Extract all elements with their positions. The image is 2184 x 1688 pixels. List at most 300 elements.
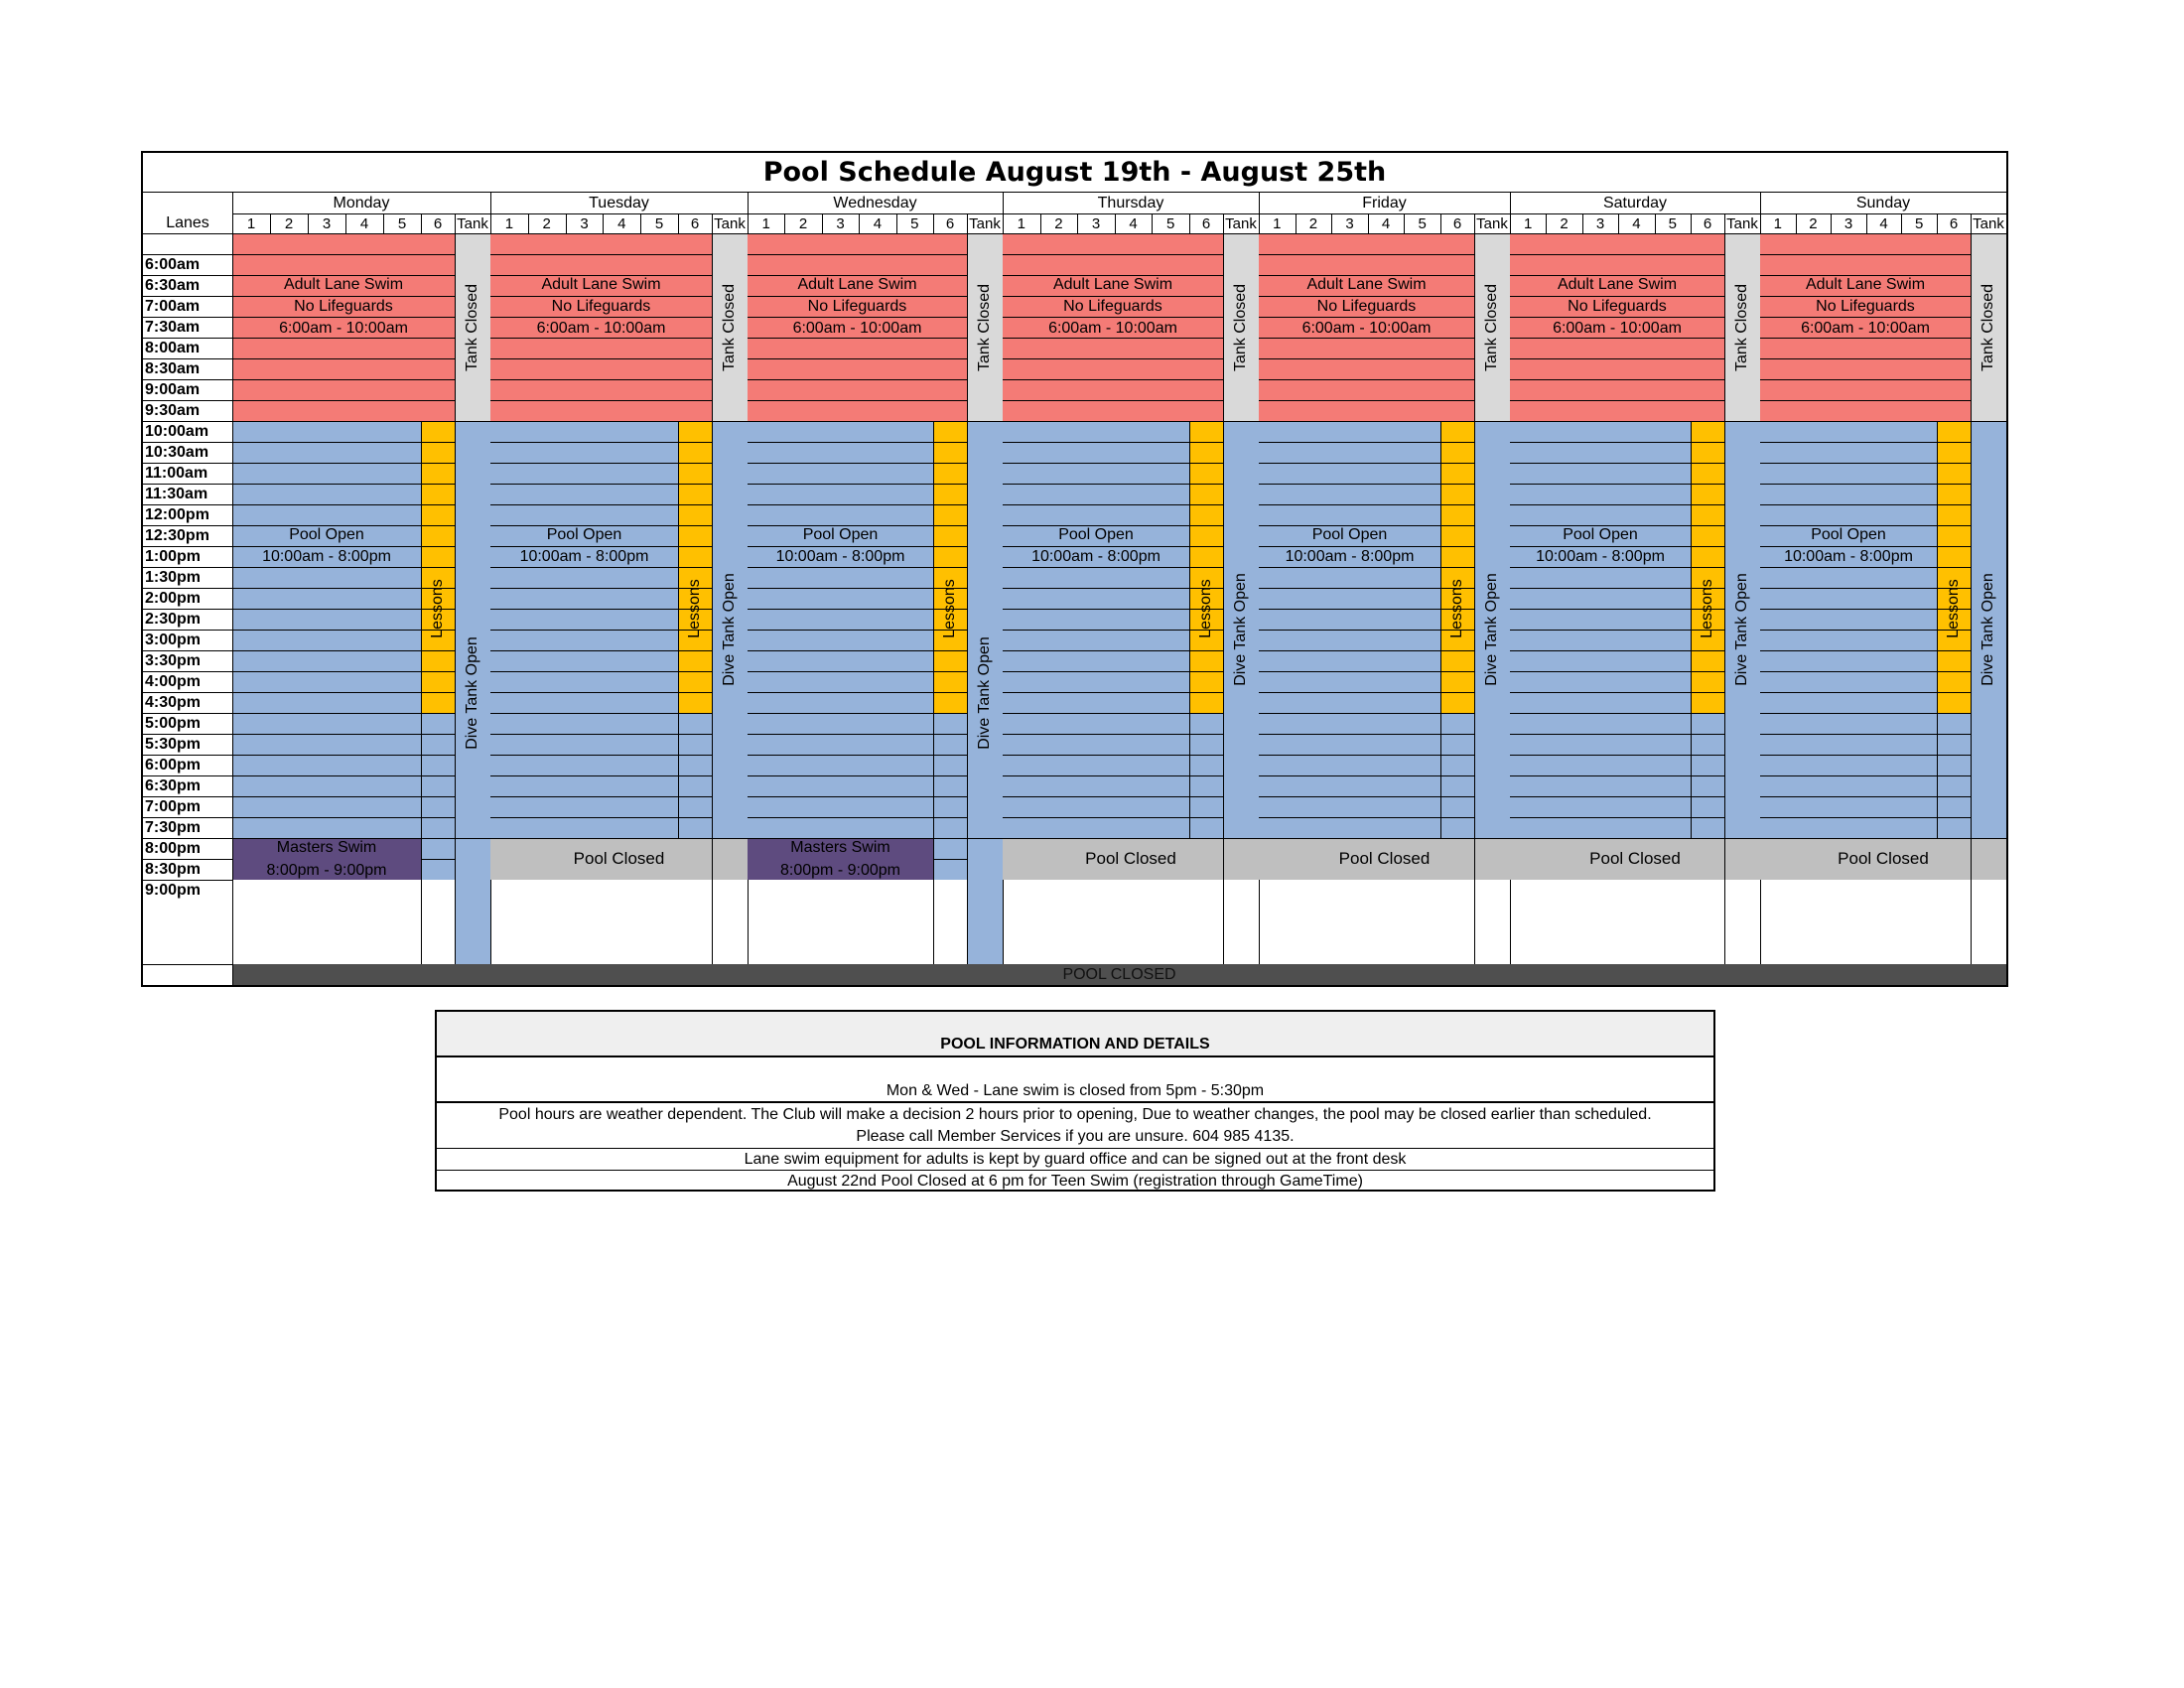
grid-line — [1760, 713, 1937, 714]
grid-line — [421, 755, 455, 756]
grid-line — [1259, 838, 1510, 839]
grid-line — [232, 254, 455, 255]
adult-lane-swim-hours: 6:00am - 10:00am — [536, 319, 666, 337]
grid-line — [603, 213, 604, 233]
grid-line — [232, 609, 421, 610]
lane-number: 1 — [1017, 214, 1025, 232]
pool-open-text — [1536, 525, 1665, 567]
grid-line — [1796, 213, 1797, 233]
grid-line — [748, 379, 967, 380]
grid-line — [232, 755, 421, 756]
grid-line — [421, 421, 422, 964]
grid-line — [1760, 630, 1937, 631]
grid-line — [1404, 213, 1405, 233]
grid-line — [1003, 671, 1189, 672]
grid-line — [490, 650, 678, 651]
grid-line — [143, 734, 232, 735]
grid-line — [1259, 713, 1440, 714]
pool-open-title: Pool Open — [802, 526, 879, 543]
info-teen-swim-note: August 22nd Pool Closed at 6 pm for Teen Swim (registration through GameTime) — [787, 1172, 1363, 1190]
grid-line — [490, 254, 712, 255]
grid-line — [1937, 650, 1971, 651]
grid-line — [933, 796, 967, 797]
grid-line — [232, 713, 421, 714]
time-slot-label: 10:30am — [145, 443, 209, 461]
grid-line — [143, 504, 232, 505]
pool-open-text — [520, 525, 649, 567]
grid-line — [1259, 504, 1440, 505]
grid-line — [455, 213, 456, 964]
grid-line — [528, 213, 529, 233]
grid-line — [1189, 796, 1223, 797]
dive-tank-open-block — [712, 421, 748, 838]
grid-line — [1937, 442, 1971, 443]
grid-line — [933, 421, 934, 964]
grid-line — [566, 213, 567, 233]
tank-closed-block — [967, 233, 1003, 421]
dive-tank-open-block — [1223, 421, 1259, 838]
info-equipment-note: Lane swim equipment for adults is kept by guard office and can be signed out at the front desk — [437, 1149, 1713, 1171]
grid-line — [1971, 213, 1972, 964]
grid-line — [1937, 421, 1938, 838]
pool-open-title: Pool Open — [546, 526, 622, 543]
grid-line — [748, 796, 933, 797]
no-lifeguards-note: No Lifeguards — [1316, 297, 1417, 315]
grid-line — [232, 193, 233, 985]
time-slot-label: 6:00am — [145, 255, 201, 273]
pool-closed-label: Pool Closed — [1589, 849, 1681, 868]
lessons-label: Lessons — [429, 579, 446, 638]
grid-line — [933, 463, 967, 464]
grid-line — [967, 421, 1003, 422]
time-slot-label: 11:30am — [145, 485, 208, 502]
info-weather-line-1: Pool hours are weather dependent. The Club will make a decision 2 hours prior to opening, Due to weather changes, the pool may be closed earlier than scheduled. — [498, 1106, 1652, 1123]
grid-line — [232, 358, 455, 359]
no-lifeguards-note: No Lifeguards — [1568, 297, 1667, 315]
dive-tank-open-label: Dive Tank Open — [1483, 573, 1501, 686]
grid-line — [1259, 775, 1440, 776]
no-lifeguards-note: No Lifeguards — [807, 297, 907, 315]
grid-line — [678, 796, 712, 797]
grid-line — [933, 504, 967, 505]
grid-line — [345, 213, 346, 233]
grid-line — [1510, 817, 1691, 818]
grid-line — [1760, 609, 1937, 610]
pool-open-hours: 10:00am - 8:00pm — [1536, 548, 1665, 565]
lane-number: 4 — [617, 214, 626, 232]
grid-line — [1691, 713, 1724, 714]
time-slot-label: 8:30am — [145, 359, 201, 377]
pool-closed-label: Pool Closed — [1085, 849, 1176, 868]
adult-lane-swim-hours: 6:00am - 10:00am — [1301, 319, 1432, 337]
grid-line — [678, 213, 679, 233]
grid-line — [232, 421, 421, 422]
grid-line — [1440, 421, 1474, 422]
grid-line — [1003, 630, 1189, 631]
grid-line — [1440, 213, 1441, 233]
grid-line — [748, 254, 967, 255]
tank-header: Tank — [1476, 214, 1508, 232]
grid-line — [1003, 692, 1189, 693]
lane-number: 4 — [1381, 214, 1391, 232]
grid-line — [748, 358, 967, 359]
tank-closed-block — [1724, 233, 1760, 421]
grid-line — [490, 504, 678, 505]
grid-line — [1003, 254, 1223, 255]
grid-line — [1259, 671, 1440, 672]
grid-line — [490, 379, 712, 380]
tank-closed-block — [1223, 233, 1259, 421]
grid-line — [490, 630, 678, 631]
adult-lane-swim-text — [279, 275, 408, 338]
day-header-saturday: Saturday — [1602, 194, 1668, 211]
grid-line — [232, 796, 421, 797]
pool-open-hours: 10:00am - 8:00pm — [1031, 548, 1160, 565]
time-slot-label: 10:00am — [145, 422, 209, 440]
grid-line — [1724, 421, 1760, 422]
grid-line — [1760, 463, 1937, 464]
lane-number: 1 — [504, 214, 514, 232]
lane-number: 3 — [1595, 214, 1605, 232]
masters-swim-title: Masters Swim — [790, 839, 890, 856]
grid-line — [1440, 442, 1474, 443]
grid-line — [232, 650, 421, 651]
grid-line — [1971, 421, 2006, 422]
grid-line — [490, 671, 678, 672]
grid-line — [1510, 775, 1691, 776]
info-weather-note — [437, 1103, 1713, 1149]
lessons-label-box — [678, 567, 712, 650]
grid-line — [383, 213, 384, 233]
grid-line — [1691, 525, 1724, 526]
grid-line — [1691, 650, 1724, 651]
masters-swim-hours: 8:00pm - 9:00pm — [780, 862, 900, 879]
pool-closed-bar — [232, 964, 2006, 985]
grid-line — [1510, 358, 1724, 359]
grid-line — [1691, 796, 1724, 797]
lane-number: 1 — [246, 214, 256, 232]
grid-line — [1189, 442, 1223, 443]
grid-line — [1440, 650, 1474, 651]
grid-line — [1152, 213, 1153, 233]
grid-line — [678, 525, 712, 526]
lessons-label: Lessons — [1945, 579, 1962, 638]
grid-line — [1003, 400, 1223, 401]
grid-line — [1760, 755, 1937, 756]
lane-number: 2 — [1809, 214, 1818, 232]
lane-number: 2 — [1560, 214, 1569, 232]
pool-closed-label: Pool Closed — [1338, 849, 1431, 868]
grid-line — [1510, 734, 1691, 735]
grid-line — [784, 213, 785, 233]
tank-closed-label: Tank Closed — [1483, 283, 1501, 371]
grid-line — [143, 964, 232, 965]
grid-line — [143, 713, 232, 714]
grid-line — [421, 442, 455, 443]
grid-line — [232, 379, 455, 380]
lessons-label: Lessons — [941, 579, 958, 638]
tank-closed-block — [712, 233, 748, 421]
grid-line — [1440, 671, 1474, 672]
day-header-thursday: Thursday — [1097, 194, 1164, 211]
tank-closed-label: Tank Closed — [1232, 283, 1250, 371]
lane-number: 5 — [397, 214, 407, 232]
adult-lane-swim-hours: 6:00am - 10:00am — [279, 319, 408, 337]
grid-line — [678, 421, 712, 422]
no-lifeguards-note: No Lifeguards — [551, 297, 651, 315]
grid-line — [490, 609, 678, 610]
masters-swim-text — [267, 838, 387, 880]
pool-closed-label: Pool Closed — [573, 849, 665, 868]
grid-line — [1510, 421, 1691, 422]
grid-line — [1440, 775, 1474, 776]
grid-line — [143, 692, 232, 693]
grid-line — [748, 484, 933, 485]
adult-lane-swim-label — [1510, 275, 1724, 338]
grid-line — [1760, 442, 1937, 443]
lessons-label-box — [421, 567, 455, 650]
grid-line — [232, 692, 421, 693]
grid-line — [1724, 213, 1725, 964]
grid-line — [308, 213, 309, 233]
grid-line — [421, 713, 455, 714]
lessons-label: Lessons — [1699, 579, 1715, 638]
grid-line — [490, 400, 712, 401]
dive-tank-open-block — [1971, 421, 2006, 838]
grid-line — [232, 484, 421, 485]
pool-closed-block — [1510, 838, 1760, 880]
lane-number: 6 — [1201, 214, 1211, 232]
grid-line — [678, 463, 712, 464]
grid-line — [712, 421, 748, 422]
grid-line — [421, 504, 455, 505]
grid-line — [1691, 484, 1724, 485]
grid-line — [1510, 796, 1691, 797]
pool-open-hours: 10:00am - 8:00pm — [1285, 548, 1415, 565]
pool-information-box — [435, 1010, 1715, 1192]
grid-line — [1760, 379, 1971, 380]
grid-line — [143, 630, 232, 631]
pool-open-title: Pool Open — [1563, 526, 1638, 543]
grid-line — [1760, 254, 1971, 255]
lane-number: 6 — [1949, 214, 1959, 232]
tank-header: Tank — [714, 214, 746, 232]
masters-swim-hours: 8:00pm - 9:00pm — [266, 862, 387, 879]
pool-open-title: Pool Open — [289, 526, 364, 543]
grid-line — [1510, 379, 1724, 380]
grid-line — [859, 213, 860, 233]
grid-line — [1866, 213, 1867, 233]
grid-line — [1440, 484, 1474, 485]
grid-line — [1760, 838, 2006, 839]
time-slot-label: 6:00pm — [145, 756, 202, 774]
lane-number: 2 — [798, 214, 808, 232]
grid-line — [1901, 213, 1902, 233]
pool-open-label — [232, 525, 421, 567]
grid-line — [1760, 588, 1937, 589]
grid-line — [678, 421, 679, 838]
grid-line — [232, 775, 421, 776]
schedule-title: Pool Schedule August 19th - August 25th — [143, 153, 2006, 193]
grid-line — [490, 442, 678, 443]
grid-line — [232, 671, 421, 672]
grid-line — [1510, 484, 1691, 485]
pool-open-text — [776, 525, 905, 567]
grid-line — [933, 671, 967, 672]
grid-line — [1440, 734, 1474, 735]
pool-open-label — [1259, 525, 1440, 567]
pool-open-hours: 10:00am - 8:00pm — [262, 548, 391, 565]
masters-swim-title: Masters Swim — [276, 839, 377, 856]
dive-tank-open-label: Dive Tank Open — [1733, 573, 1751, 686]
grid-line — [232, 734, 421, 735]
time-slot-label: 6:30am — [145, 276, 201, 294]
grid-line — [1937, 671, 1971, 672]
grid-line — [1510, 609, 1691, 610]
grid-line — [232, 817, 421, 818]
pool-open-text — [1784, 525, 1913, 567]
grid-line — [678, 442, 712, 443]
grid-line — [1003, 609, 1189, 610]
grid-line — [143, 317, 232, 318]
grid-line — [1937, 484, 1971, 485]
grid-line — [1937, 755, 1971, 756]
tank-closed-label: Tank Closed — [976, 283, 994, 371]
time-slot-label: 9:30am — [145, 401, 201, 419]
grid-line — [1040, 213, 1041, 233]
pool-closed-bar-label: POOL CLOSED — [1062, 965, 1176, 983]
grid-line — [490, 755, 678, 756]
pool-open-title: Pool Open — [1311, 526, 1388, 543]
grid-line — [1510, 650, 1691, 651]
grid-line — [1440, 421, 1441, 838]
adult-lane-swim-label — [1259, 275, 1474, 338]
lane-number: 1 — [761, 214, 770, 232]
grid-line — [143, 484, 232, 485]
grid-line — [1296, 213, 1297, 233]
grid-line — [232, 400, 455, 401]
time-slot-label: 2:00pm — [145, 589, 202, 607]
grid-line — [143, 275, 232, 276]
no-lifeguards-note: No Lifeguards — [1063, 297, 1162, 315]
adult-lane-swim-text — [1553, 275, 1682, 338]
grid-line — [1189, 463, 1223, 464]
grid-line — [1440, 463, 1474, 464]
grid-line — [748, 567, 933, 568]
grid-line — [933, 755, 967, 756]
grid-line — [143, 400, 232, 401]
grid-line — [455, 421, 490, 422]
grid-line — [933, 734, 967, 735]
grid-line — [748, 713, 933, 714]
info-lane-swim-note: Mon & Wed - Lane swim is closed from 5pm - 5:30pm — [437, 1057, 1713, 1103]
grid-line — [896, 213, 897, 233]
time-slot-label: 9:00am — [145, 380, 201, 398]
grid-line — [1937, 817, 1971, 818]
masters-swim-block — [748, 838, 933, 880]
grid-line — [1691, 442, 1724, 443]
grid-line — [143, 880, 232, 881]
grid-line — [490, 567, 678, 568]
grid-line — [143, 546, 232, 547]
grid-line — [1440, 692, 1474, 693]
time-slot-label: 1:00pm — [145, 547, 202, 565]
grid-line — [1510, 692, 1691, 693]
time-slot-label: 3:30pm — [145, 651, 202, 669]
lane-number: 2 — [1054, 214, 1063, 232]
grid-line — [933, 213, 934, 233]
grid-line — [678, 692, 712, 693]
grid-line — [421, 692, 455, 693]
grid-line — [640, 213, 641, 233]
time-slot-label: 4:00pm — [145, 672, 202, 690]
lane-number: 3 — [1843, 214, 1853, 232]
dive-tank-open-block — [1724, 421, 1760, 838]
grid-line — [1331, 213, 1332, 233]
grid-line — [1259, 421, 1440, 422]
grid-line — [1510, 463, 1691, 464]
grid-line — [933, 442, 967, 443]
lessons-label-box — [933, 567, 967, 650]
grid-line — [143, 796, 232, 797]
tank-header: Tank — [969, 214, 1001, 232]
grid-line — [232, 567, 421, 568]
tank-closed-label: Tank Closed — [1733, 283, 1751, 371]
grid-line — [933, 525, 967, 526]
grid-line — [421, 859, 455, 860]
grid-line — [143, 775, 232, 776]
grid-line — [1760, 671, 1937, 672]
grid-line — [1003, 421, 1189, 422]
pool-closed-label: Pool Closed — [1838, 849, 1929, 868]
time-slot-label: 7:00am — [145, 297, 201, 315]
grid-line — [1691, 775, 1724, 776]
lane-number: 3 — [580, 214, 589, 232]
pool-open-label — [490, 525, 678, 567]
grid-line — [1510, 755, 1691, 756]
grid-line — [1003, 567, 1189, 568]
grid-line — [748, 817, 933, 818]
lane-number: 6 — [945, 214, 955, 232]
adult-lane-swim-title: Adult Lane Swim — [541, 275, 661, 293]
grid-line — [678, 775, 712, 776]
tank-closed-block — [1971, 233, 2006, 421]
grid-line — [1510, 504, 1691, 505]
grid-line — [232, 442, 421, 443]
lane-number: 5 — [1166, 214, 1175, 232]
grid-line — [933, 692, 967, 693]
grid-line — [1760, 484, 1937, 485]
grid-line — [678, 734, 712, 735]
grid-line — [1691, 504, 1724, 505]
lessons-label-box — [1189, 567, 1223, 650]
grid-line — [1760, 358, 1971, 359]
pool-open-text — [1286, 525, 1415, 567]
grid-line — [143, 296, 232, 297]
grid-line — [143, 442, 232, 443]
time-slot-label: 8:00pm — [145, 839, 202, 857]
time-slot-label: 9:00pm — [145, 881, 202, 899]
grid-line — [1760, 775, 1937, 776]
grid-line — [1003, 650, 1189, 651]
adult-lane-swim-text — [1801, 275, 1930, 338]
grid-line — [1223, 421, 1259, 422]
grid-line — [1003, 588, 1189, 589]
time-slot-label: 3:00pm — [145, 631, 202, 648]
grid-line — [421, 734, 455, 735]
dive-tank-open-block — [455, 421, 490, 964]
time-slot-label: 12:00pm — [145, 505, 209, 523]
